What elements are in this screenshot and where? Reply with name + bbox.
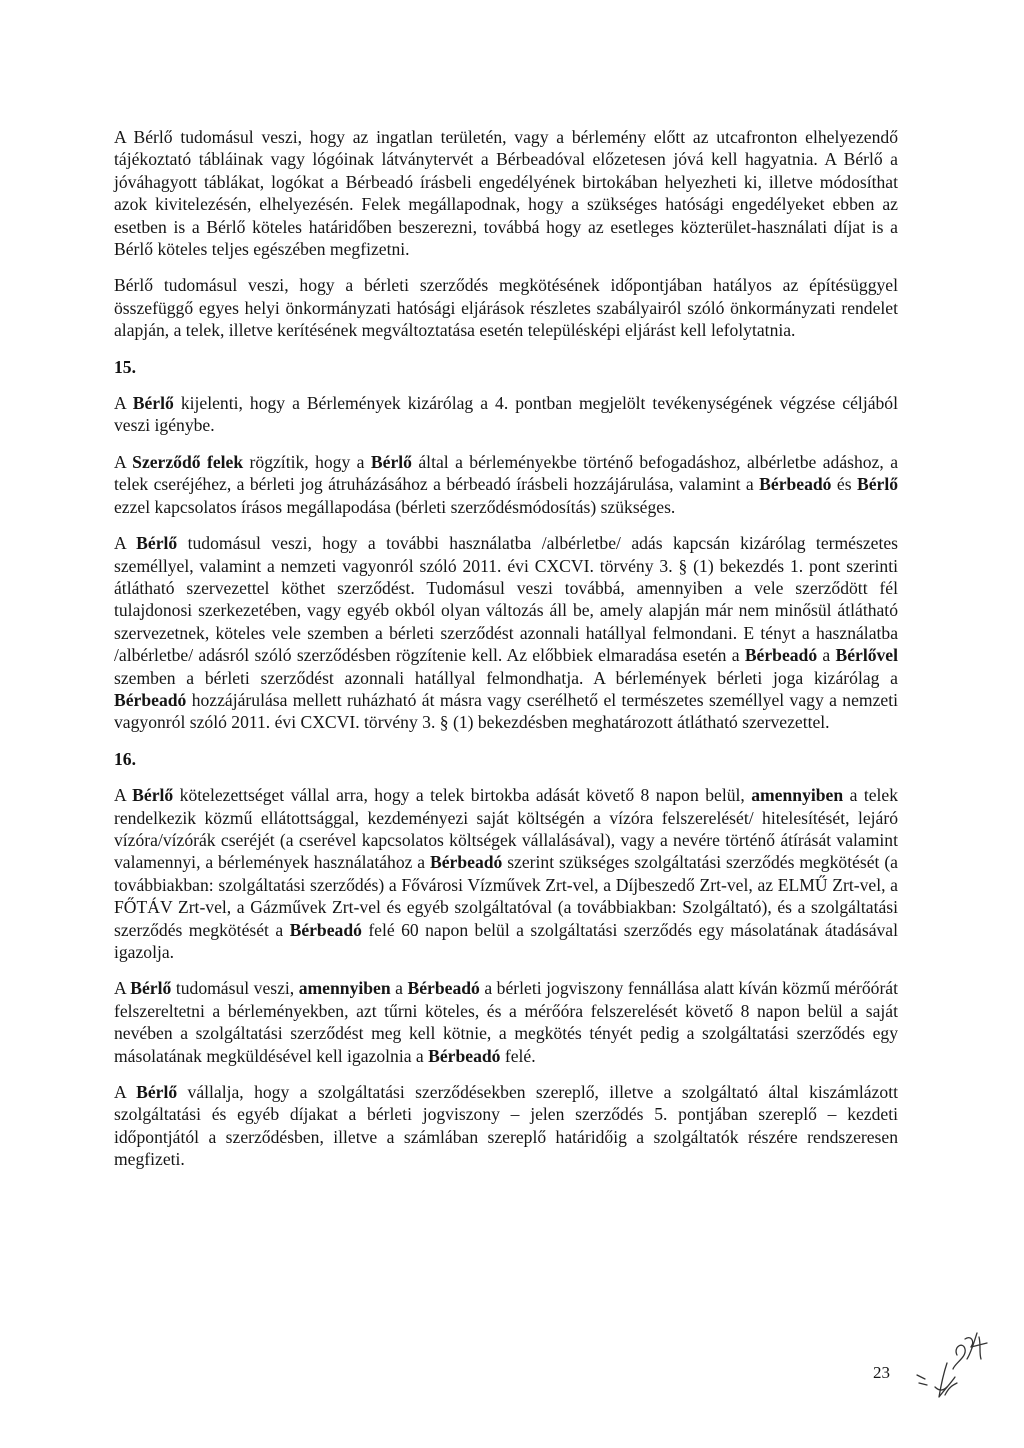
text-run: és xyxy=(831,474,857,495)
paragraph-sublease xyxy=(114,451,898,518)
text-run: A xyxy=(114,533,137,554)
bold-term: Bérbeadó xyxy=(114,689,187,710)
paragraph-signage: A Bérlő tudomásul veszi, hogy az ingatlan területén, vagy a bérlemény előtt az utcafronton elhelyezendő tájékoztató tábláinak vagy lógóinak látványtervét a Bérbeadóval előzetesen jóvá kell hagyatnia. A Bérlő a jóváhagyott táblákat, logókat a Bérbeadó írásbeli engedélyének birtokában helyezheti ki, illetve módosíthat azok kivitelezésén, elhelyezésén. Felek megállapodnak, hogy a szükséges hatósági engedélyeket ebben az esetben is a Bérlő köteles határidőben beszerezni, továbbá hogy az esetleges közterület-használati díjat is a Bérlő köteles teljes egészében megfizetni. xyxy=(114,127,898,260)
bold-term: Bérlő xyxy=(370,451,412,472)
text-run: hozzájárulása mellett ruházható át másra vagy cserélhető el természetes személlyel vagy a nemzeti vagyonról szóló 2011. évi CXCVI. törvény 3. § (1) bekezdésben meghatározott átlátható szervezettel. xyxy=(114,689,898,733)
text-run: által a bérleményekbe történő befogadáshoz, albérletbe adáshoz, a telek cseréjéhez, a bérleti jog átruházásához a bérbeadó írásbeli hozzájárulása, valamint a xyxy=(114,451,898,495)
text-run: felé 60 napon belül a szolgáltatási szerződés egy másolatának átadásával igazolja. xyxy=(114,919,898,962)
text-run: ezzel kapcsolatos írásos megállapodása (bérleti szerződésmódosítás) szükséges. xyxy=(114,496,676,517)
page-number: 23 xyxy=(873,1363,890,1382)
bold-term: Bérbeadó xyxy=(759,474,832,495)
bold-term: Bérbeadó xyxy=(407,978,480,999)
bold-term: Bérlő xyxy=(136,1082,178,1103)
section-heading-15: 15. xyxy=(114,356,136,377)
bold-term: amennyiben xyxy=(751,785,844,806)
paragraph-meter xyxy=(114,977,898,1067)
text-run: A xyxy=(114,978,131,999)
paragraph-utilities xyxy=(114,784,898,963)
document-body xyxy=(114,126,898,1171)
bold-term: Bérbeadó xyxy=(744,645,818,666)
text-run: kötelezettséget vállal arra, hogy a telek birtokba adását követő 8 napon belül, xyxy=(173,785,752,806)
text-run: tudomásul veszi, xyxy=(171,978,299,999)
text-run: A xyxy=(114,785,133,806)
text-run: tudomásul veszi, hogy a további használatba /albérletbe/ adás kapcsán kizárólag természetes személlyel, valamint a nemzeti vagyonról szóló 2011. évi CXCVI. törvény 3. § (1) bekezdés 1. pont szerinti átlátható szervezettel köthet szerződést. Tudomásul veszi továbbá, amennyiben a vele szerződött fél tulajdonosi szerkezetében, vagy egyéb okból olyan változás áll be, amely alapján már nem minősül átlátható szervezetnek, köteles vele szemben a bérleti szerződést azonnali hatállyal felmondani. E tényt a használatba /albérletbe/ adásról szóló szerződésben rögzítenie kell. Az előbbiek elmaradása esetén a xyxy=(114,533,898,666)
paragraph-usage xyxy=(114,392,898,437)
text-run: szemben a bérleti szerződést azonnali hatállyal felmondhatja. A bérlemények bérleti joga kizárólag a xyxy=(114,667,898,688)
text-run: a xyxy=(817,645,836,666)
bold-term: Bérlő xyxy=(136,533,178,554)
text-run: A xyxy=(114,1082,137,1103)
paragraph-permit: Bérlő tudomásul veszi, hogy a bérleti szerződés megkötésének időpontjában hatályos az építésüggyel összefüggő egyes helyi önkormányzati hatósági eljárások részletes szabályairól szóló önkormányzati rendelet alapján, a telek, illetve kerítésének megváltoztatása esetén településképi eljárást kell lefolytatnia. xyxy=(114,275,898,341)
bold-term: Bérlő xyxy=(132,393,174,414)
text-run: rögzítik, hogy a xyxy=(243,451,371,472)
text-run: A xyxy=(114,451,133,472)
bold-term: Bérlővel xyxy=(835,645,899,666)
paragraph-fees xyxy=(114,1081,898,1171)
bold-term: Bérbeadó xyxy=(428,1045,501,1066)
text-run: a telek rendelkezik közmű ellátottsággal, kezdeményezi saját költségén a vízóra felszerelését/ hitelesítését, lejáró vízóra/vízórák cseréjét (a cserével kapcsolatos költségek vállalásával), vagy a nevére történő átírását valamint valamennyi, a bérlemények használatához a xyxy=(114,785,899,873)
text-run: vállalja, hogy a szolgáltatási szerződésekben szereplő, illetve a szolgáltató által kiszámlázott szolgáltatási és egyéb díjakat a bérleti jogviszony – jelen szerződés 5. pontjában szereplő – kezdeti időpontjától a szerződésben, illetve a számlában szereplő határidőig a szolgáltatók részére rendszeresen megfizeti. xyxy=(114,1082,898,1170)
text-run: szerint szükséges szolgáltatási szerződés megkötését (a továbbiakban: szolgáltatási szerződés) a Fővárosi Vízművek Zrt-vel, a Díjbeszedő Zrt-vel, az ELMŰ Zrt-vel, a FŐTÁV Zrt-vel, a Gázművek Zrt-vel és egyéb szolgáltatóval (a továbbiakban: Szolgáltató), és a szolgáltatási szerződés megkötését a xyxy=(114,852,898,940)
bold-term: Bérbeadó xyxy=(430,852,503,873)
bold-term: Bérlő xyxy=(132,785,174,806)
bold-term: amennyiben xyxy=(298,978,391,999)
text-run: kijelenti, hogy a Bérlemények kizárólag a 4. pontban megjelölt tevékenységének végzése céljából veszi igénybe. xyxy=(114,393,898,436)
section-heading-16: 16. xyxy=(114,748,136,769)
paragraph-transparent-org xyxy=(114,532,898,734)
text-run: a xyxy=(390,978,408,999)
bold-term: Bérlő xyxy=(856,474,899,495)
text-run: a bérleti jogviszony fennállása alatt kíván közmű mérőórát felszereltetni a bérleményekben, azt tűrni köteles, és a mérőóra felszerelését követő 8 napon belül a saját nevében a szolgáltatási szerződést meg kell kötnie, a megkötés tényét pedig a szolgáltatási szerződés egy másolatának megküldésével kell igazolnia a xyxy=(114,978,899,1066)
handwritten-signature xyxy=(905,1325,1005,1415)
bold-term: Bérlő xyxy=(130,978,172,999)
bold-term: Bérbeadó xyxy=(289,919,362,940)
text-run: felé. xyxy=(500,1045,536,1066)
text-run: A xyxy=(114,393,133,414)
bold-term: Szerződő felek xyxy=(132,451,244,472)
